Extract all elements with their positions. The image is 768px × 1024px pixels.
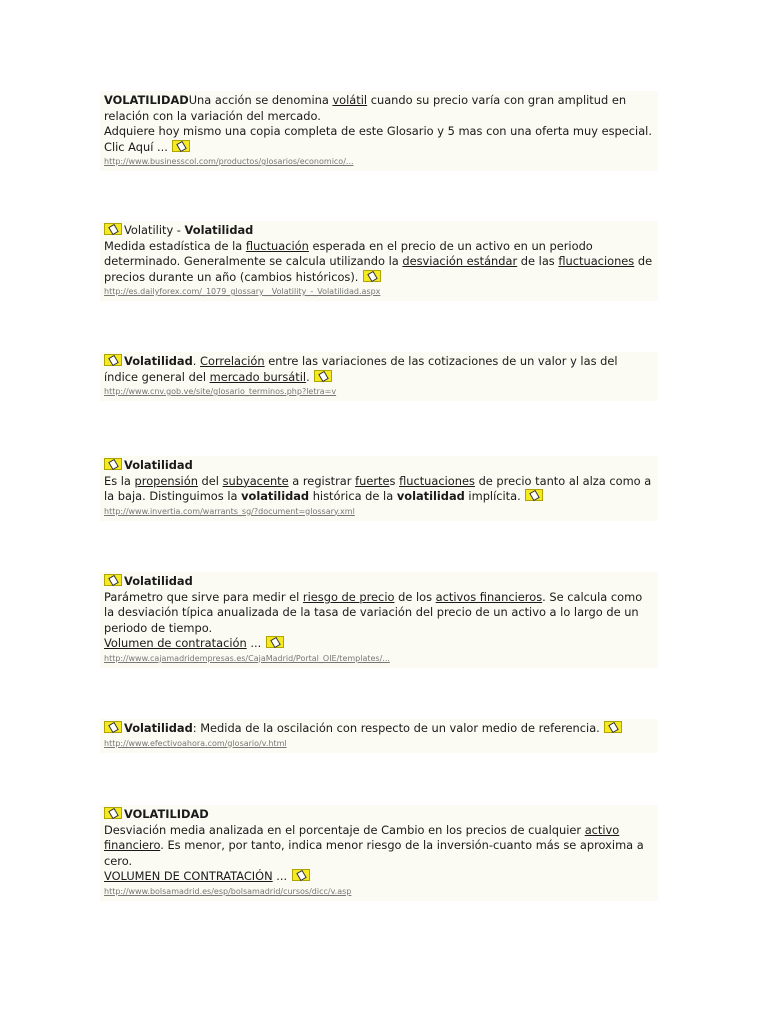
related-term-link[interactable]: VOLUMEN DE CONTRATACIÓN [104, 869, 273, 883]
edit-icon[interactable] [104, 807, 122, 819]
source-url-link[interactable]: http://es.dailyforex.com/_1079_glossary__Volatility_-_Volatilidad.aspx [104, 287, 381, 296]
source-url-link[interactable]: http://www.cnv.gob.ve/site/glosario_terminos.php?letra=v [104, 387, 337, 396]
edit-icon[interactable] [363, 270, 381, 282]
entry-text: Volatilidad Es la propensión del subyacente a registrar fuertes fluctuaciones de precio tanto al alza como a la baja. Distinguimos la volatilidad histórica de la volatilidad implícita. [104, 458, 652, 503]
source-url-link[interactable]: http://www.efectivoahora.com/glosario/v.html [104, 738, 287, 748]
entry-text: VOLATILIDAD Desviación media analizada en el porcentaje de Cambio en los precios de cualquier activo financiero. Es menor, por tanto, indica menor riesgo de la inversión-cuanto más se aproxima a cero. VOLUMEN DE CONTRATACIÓN ... [104, 807, 644, 883]
entry-text: Volatility - Volatilidad Medida estadística de la fluctuación esperada en el precio de un activo en un periodo determinado. Generalmente se calcula utilizando la desviación estándar de las fluctuaciones de precios durante un año (cambios históricos). [104, 223, 653, 284]
edit-icon[interactable] [266, 636, 284, 648]
entry-text: Volatilidad. Correlación entre las variaciones de las cotizaciones de un valor y las del índice general del mercado bursátil. [104, 354, 618, 384]
term-link[interactable]: riesgo de precio [302, 589, 395, 604]
entry-title: Volatilidad [124, 354, 193, 368]
entry-title: Volatilidad [124, 721, 193, 735]
term-link[interactable]: propensión [134, 473, 198, 488]
term-link[interactable]: Correlación [200, 354, 265, 368]
edit-icon[interactable] [104, 223, 122, 235]
edit-icon[interactable] [292, 869, 310, 881]
term-link[interactable]: fluctuaciones [558, 254, 635, 268]
term-link[interactable]: desviación estándar [402, 254, 518, 268]
entry-text: Volatilidad: Medida de la oscilación con respecto de un valor medio de referencia. [104, 721, 654, 737]
entry-title: VOLATILIDAD [104, 93, 189, 107]
edit-icon[interactable] [172, 140, 190, 152]
term-link[interactable]: subyacente [222, 473, 289, 488]
glossary-entry [100, 719, 658, 753]
term-link[interactable]: volátil [332, 93, 368, 107]
glossary-entry [100, 805, 658, 901]
entry-title: Volatilidad [124, 574, 193, 588]
term-link[interactable]: mercado bursátil [209, 369, 307, 384]
edit-icon[interactable] [104, 574, 122, 586]
source-url-link[interactable]: http://www.invertia.com/warrants_sg/?document=glossary.xml [104, 506, 355, 516]
term-link[interactable]: activos financieros [435, 589, 543, 604]
term-link[interactable]: fluctuación [245, 238, 309, 253]
term-link[interactable]: activo financiero [104, 822, 620, 852]
entry-text: Volatilidad Parámetro que sirve para medir el riesgo de precio de los activos financieros. Se calcula como la desviación típica anualizada de la tasa de variación del precio de un activo a lo largo de un periodo de tiempo. Volumen de contratación ... [104, 574, 643, 650]
entry-text: VOLATILIDADUna acción se denomina volátil cuando su precio varía con gran amplitud en relación con la variación del mercado. Adquiere hoy mismo una copia completa de este Glosario y 5 mas con una oferta muy especial. Clic Aquí ... [104, 93, 652, 154]
edit-icon[interactable] [104, 354, 122, 366]
entry-title: Volatilidad [124, 458, 193, 472]
edit-icon[interactable] [104, 721, 122, 733]
edit-icon[interactable] [525, 489, 543, 501]
related-term-link[interactable]: Volumen de contratación [104, 636, 247, 650]
term-link[interactable]: fuerte [355, 473, 390, 488]
glossary-entry [100, 91, 658, 171]
source-url-link[interactable]: http://www.bolsamadrid.es/esp/bolsamadrid/cursos/dicc/v.asp [104, 886, 352, 896]
entry-title: VOLATILIDAD [124, 807, 209, 821]
glossary-entry [100, 221, 658, 301]
entry-title: Volatilidad [184, 223, 254, 237]
glossary-entry [100, 456, 658, 521]
glossary-entry [100, 352, 658, 401]
source-url-link[interactable]: http://www.businesscol.com/productos/glosarios/economico/... [104, 157, 354, 166]
edit-icon[interactable] [104, 458, 122, 470]
edit-icon[interactable] [604, 721, 622, 733]
glossary-entry [100, 572, 658, 668]
edit-icon[interactable] [314, 370, 332, 382]
term-link[interactable]: fluctuaciones [399, 473, 475, 488]
source-url-link[interactable]: http://www.cajamadridempresas.es/CajaMadrid/Portal_OIE/templates/... [104, 653, 390, 663]
